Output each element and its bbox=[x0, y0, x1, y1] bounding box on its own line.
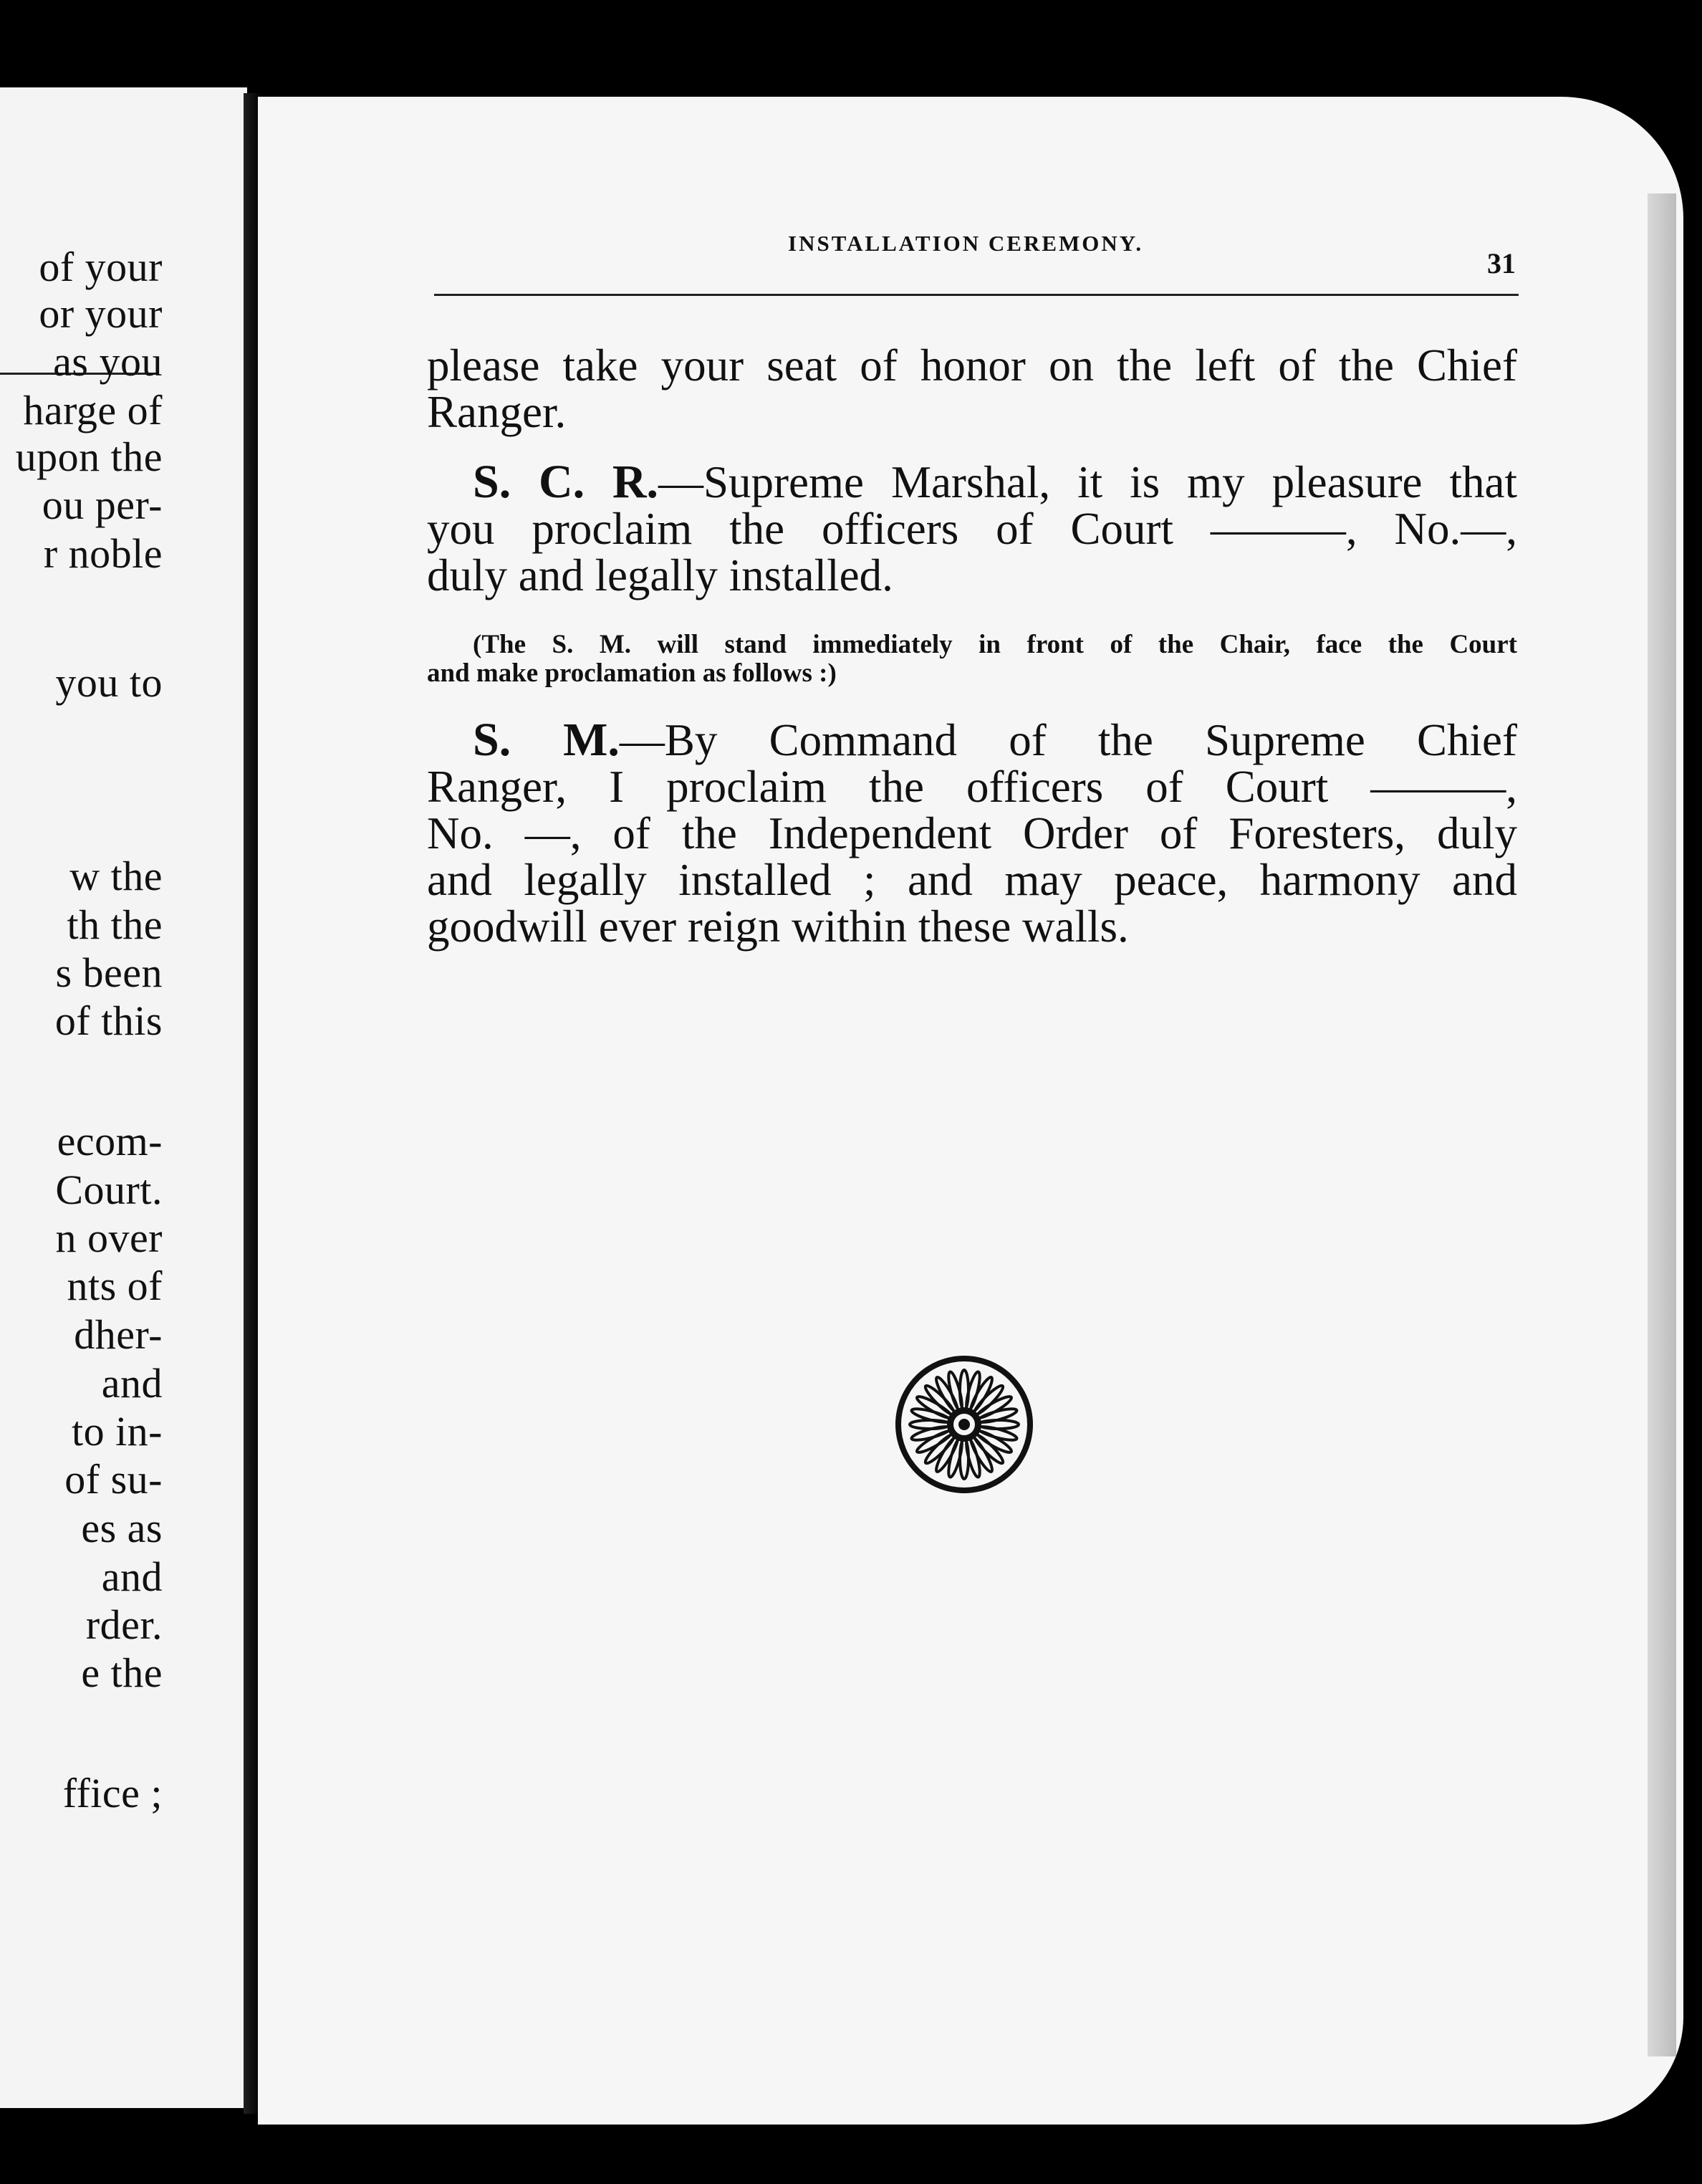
left-page-line: you to bbox=[55, 659, 163, 706]
left-page-line: w the bbox=[69, 853, 163, 899]
left-page-line: s been bbox=[55, 949, 163, 996]
rosette-ornament-icon bbox=[893, 1353, 1036, 1496]
text-line: Ranger, I proclaim the officers of Court ———, bbox=[427, 762, 1517, 812]
text-line bbox=[427, 456, 1517, 508]
left-page-line: of su- bbox=[64, 1456, 163, 1503]
left-page-line: es as bbox=[81, 1505, 163, 1551]
paragraph-2 bbox=[427, 456, 1517, 600]
stage-direction bbox=[427, 631, 1517, 688]
left-page-fragment bbox=[0, 87, 247, 2108]
left-page-line: rder. bbox=[85, 1601, 163, 1648]
left-page-line: of this bbox=[54, 997, 163, 1044]
text-line: goodwill ever reign within these walls. bbox=[427, 901, 1129, 952]
left-page-line: harge of bbox=[23, 387, 163, 434]
left-page-line: e the bbox=[81, 1649, 163, 1696]
speech-text: —By Command of the Supreme Chief bbox=[619, 715, 1518, 765]
page-number: 31 bbox=[1487, 247, 1516, 279]
page-edge bbox=[1648, 193, 1676, 2056]
left-page-line: r noble bbox=[43, 530, 163, 577]
text-line: please take your seat of honor on the left of the Chief bbox=[427, 340, 1517, 391]
left-page-line: and bbox=[101, 1360, 163, 1407]
header-rule bbox=[434, 294, 1519, 296]
rubric-line: (The S. M. will stand immediately in front of the Chair, face the Court bbox=[473, 630, 1517, 659]
text-line: and legally installed ; and may peace, harmony and bbox=[427, 855, 1517, 905]
text-line: you proclaim the officers of Court ———, No.—, bbox=[427, 504, 1517, 554]
text-line: Ranger. bbox=[427, 387, 567, 437]
left-page-line: or your bbox=[39, 290, 163, 337]
left-page-line: th the bbox=[67, 901, 163, 948]
left-page-line: ffice ; bbox=[62, 1770, 163, 1816]
left-page-line: dher- bbox=[74, 1311, 163, 1358]
left-page-line: Court. bbox=[55, 1167, 163, 1213]
rubric-line: and make proclamation as follows :) bbox=[427, 658, 837, 688]
speaker-label: S. M. bbox=[473, 714, 620, 766]
speaker-label: S. C. R. bbox=[473, 456, 659, 508]
left-page-line: n over bbox=[55, 1215, 163, 1261]
running-head: INSTALLATION CEREMONY. bbox=[788, 231, 1144, 256]
text-line: duly and legally installed. bbox=[427, 550, 893, 600]
left-page-line: ecom- bbox=[57, 1118, 163, 1164]
left-page-line: to in- bbox=[71, 1408, 163, 1455]
speech-text: —Supreme Marshal, it is my pleasure that bbox=[658, 457, 1517, 507]
text-line bbox=[427, 714, 1518, 766]
left-page-line: and bbox=[101, 1553, 163, 1600]
left-page-line: of your bbox=[39, 244, 163, 290]
text-line: No. —, of the Independent Order of Foresters, duly bbox=[427, 808, 1517, 858]
left-page-line: nts of bbox=[67, 1263, 163, 1309]
left-page-line: ou per- bbox=[42, 482, 163, 528]
paragraph-3 bbox=[427, 714, 1518, 952]
paragraph-1 bbox=[427, 340, 1517, 437]
left-page-line: as you bbox=[53, 338, 163, 385]
left-page-line: upon the bbox=[15, 434, 163, 480]
